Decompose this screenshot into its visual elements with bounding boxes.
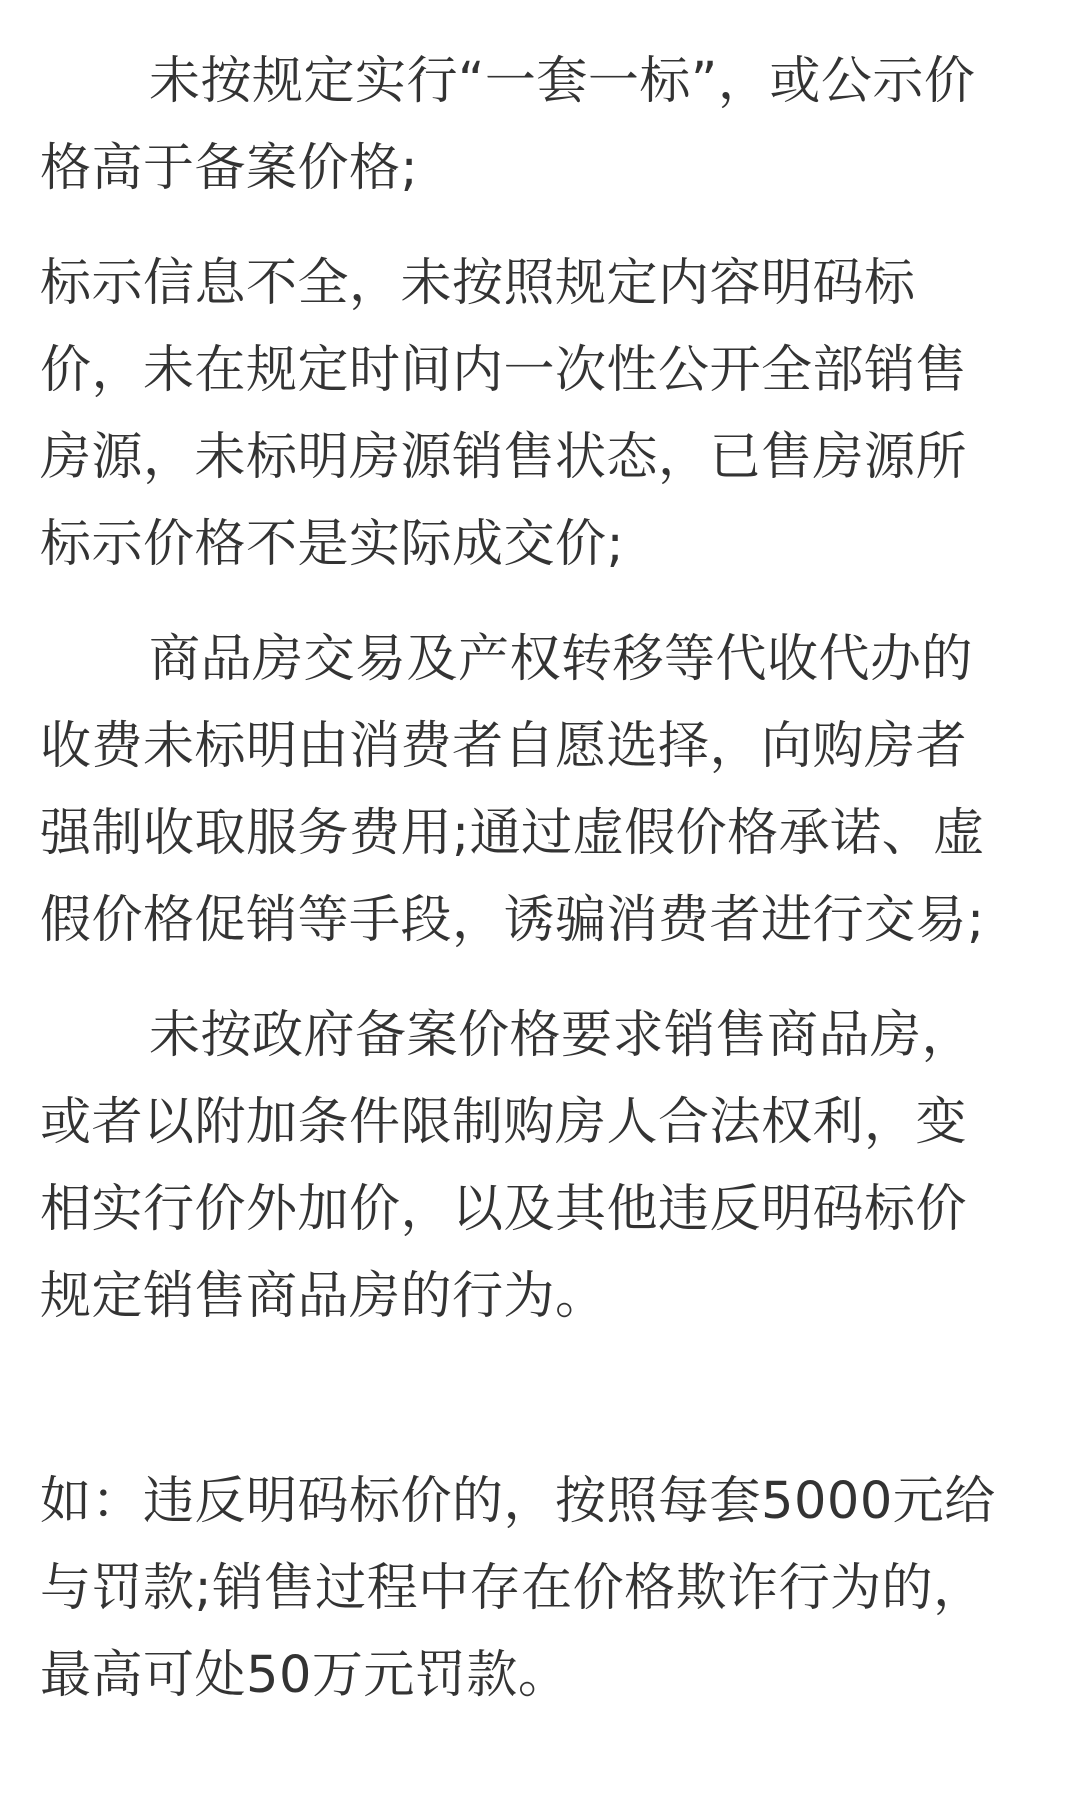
article-body xyxy=(40,38,1040,1719)
paragraph-service-fees: 商品房交易及产权转移等代收代办的 收费未标明由消费者自愿选择，向购房者 强制收取服务费用;通过虚假价格承诺、虚 假价格促销等手段，诱骗消费者进行交易; xyxy=(40,630,985,950)
paragraph-gap xyxy=(40,212,1040,240)
paragraph-incomplete-info: 标示信息不全，未按照规定内容明码标 价，未在规定时间内一次性公开全部销售 房源，未标明房源销售状态，已售房源所 标示价格不是实际成交价; xyxy=(40,254,968,574)
paragraph-gap-large xyxy=(40,1340,1040,1458)
paragraph-one-set-one-price: 未按规定实行“一套一标”，或公示价 格高于备案价格; xyxy=(40,52,976,198)
paragraph-filed-price: 未按政府备案价格要求销售商品房， 或者以附加条件限制购房人合法权利，变 相实行价外加价，以及其他违反明码标价 规定销售商品房的行为。 xyxy=(40,1006,974,1326)
paragraph-gap xyxy=(40,588,1040,616)
paragraph-gap xyxy=(40,964,1040,992)
paragraph-penalty-example: 如：违反明码标价的，按照每套5000元给 与罚款;销售过程中存在价格欺诈行为的， 最高可处50万元罚款。 xyxy=(40,1472,996,1705)
